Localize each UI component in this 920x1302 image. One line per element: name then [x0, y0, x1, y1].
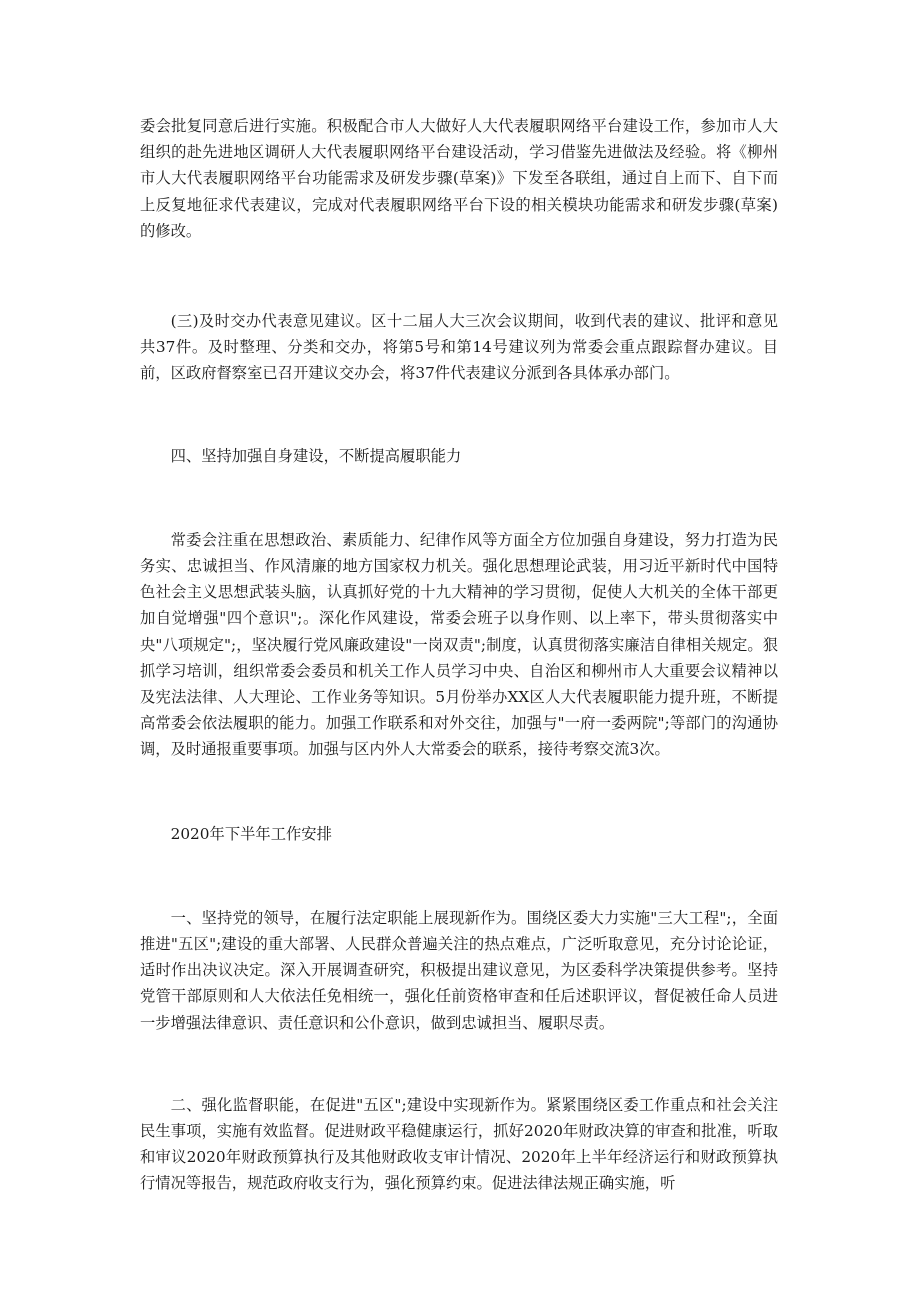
section-heading-four: 四、坚持加强自身建设，不断提高履职能力	[170, 446, 462, 465]
document-page	[140, 113, 778, 1197]
spacer	[140, 847, 778, 905]
spacer	[140, 469, 778, 527]
spacer	[140, 387, 778, 443]
paragraph-self-building: 常委会注重在思想政治、素质能力、纪律作风等方面全方位加强自身建设，努力打造为民务实、忠诚担当、作风清廉的地方国家权力机关。强化思想理论武装，用习近平新时代中国特色社会主义思想武装头脑，认真抓好党的十九大精神的学习贯彻，促使人大机关的全体干部更加自觉增强"四个意识";。深化作风建设，常委会班子以身作则、以上率下，带头贯彻落实中央"八项规定";，坚决履行党风廉政建设"一岗双责";制度，认真贯彻落实廉洁自律相关规定。狠抓学习培训，组织常委会委员和机关工作人员学习中央、自治区和柳州市人大重要会议精神以及宪法法律、人大理论、工作业务等知识。5月份举办XX区人大代表履职能力提升班，不断提高常委会依法履职的能力。加强工作联系和对外交往，加强与"一府一委两院";等部门的沟通协调，及时通报重要事项。加强与区内外人大常委会的联系，接待考察交流3次。	[140, 530, 778, 759]
paragraph-plan-one: 一、坚持党的领导，在履行法定职能上展现新作为。围绕区委大力实施"三大工程";，全面推进"五区";建设的重大部署、人民群众普遍关注的热点难点，广泛听取意见，充分讨论论证，适时作出决议决定。深入开展调查研究，积极提出建议意见，为区委科学决策提供参考。坚持党管干部原则和人大依法任免相统一，强化任前资格审查和任后述职评议，督促被任命人员进一步增强法律意识、责任意识和公仆意识，做到忠诚担当、履职尽责。	[140, 908, 778, 1032]
paragraph-plan-two: 二、强化监督职能，在促进"五区";建设中实现新作为。紧紧围绕区委工作重点和社会关注民生事项，实施有效监督。促进财政平稳健康运行，抓好2020年财政决算的审查和批准，听取和审议2020年财政预算执行及其他财政收支审计情况、2020年上半年经济运行和财政预算执行情况等报告，规范政府收支行为，强化预算约束。促进法律法规正确实施，听	[140, 1095, 778, 1193]
spacer	[140, 763, 778, 821]
paragraph-proposals: (三)及时交办代表意见建议。区十二届人大三次会议期间，收到代表的建议、批评和意见共37件。及时整理、分类和交办，将第5号和第14号建议列为常委会重点跟踪督办建议。目前，区政府督察室已召开建议交办会，将37件代表建议分派到各具体承办部门。	[140, 312, 778, 383]
paragraph-continuation: 委会批复同意后进行实施。积极配合市人大做好人大代表履职网络平台建设工作，参加市人大组织的赴先进地区调研人大代表履职网络平台建设活动，学习借鉴先进做法及经验。将《柳州市人大代表履职网络平台功能需求及研发步骤(草案)》下发至各联组，通过自上而下、自下而上反复地征求代表建议，完成对代表履职网络平台下设的相关模块功能需求和研发步骤(草案)的修改。	[140, 117, 778, 240]
section-heading-plan: 2020年下半年工作安排	[170, 824, 332, 843]
spacer	[140, 244, 778, 308]
spacer	[140, 1036, 778, 1092]
